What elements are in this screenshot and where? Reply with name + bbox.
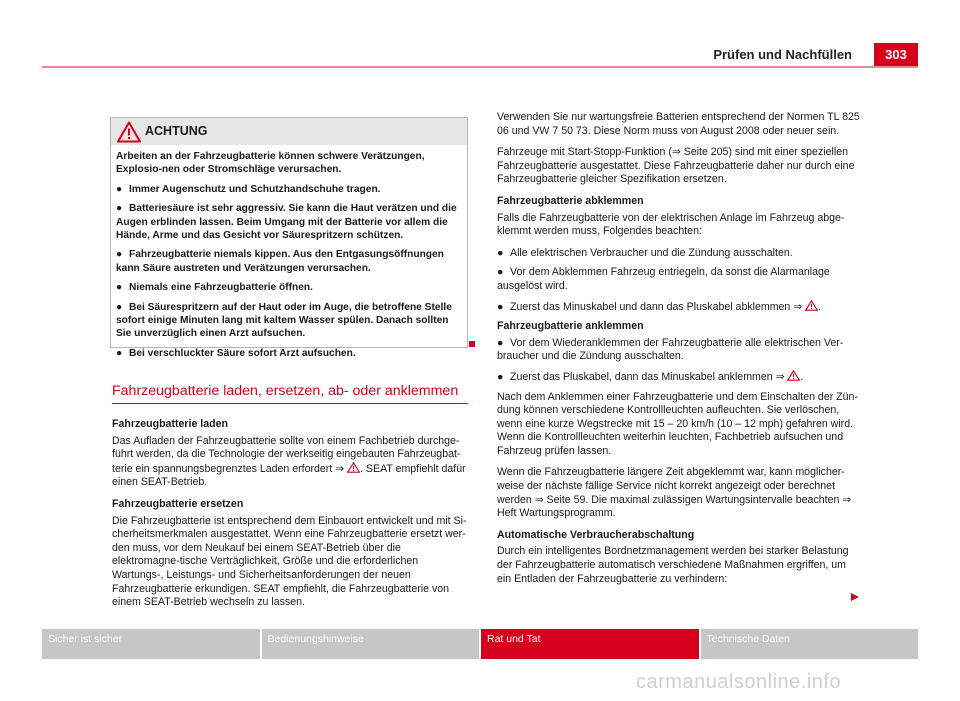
body-text-tail: . bbox=[818, 300, 822, 313]
warning-bullet-item bbox=[116, 183, 459, 196]
warning-intro bbox=[116, 150, 459, 177]
warning-bullet-item bbox=[116, 248, 459, 275]
body-text: Nach dem Anklemmen einer Fahrzeugbatterie und dem Einschalten der Zün-dung können verschiedene Kontrollleuchten aufleuchten. Sie verlöschen, wenn eine kurze Wegstrecke mit 15 – 20 km/h (10 – 12 mph) gefahren wird. Wenn die Kontrollleuchten weiterhin leuchten, Fachbetrieb aufsuchen und Fahrzeug prüfen lassen. bbox=[497, 390, 858, 457]
subheading: Fahrzeugbatterie abklemmen bbox=[497, 194, 644, 207]
footer-tab-bedienungshinweise[interactable]: Bedienungshinweise bbox=[262, 629, 480, 659]
bullet-icon: ● bbox=[497, 246, 504, 259]
warning-inline-icon[interactable] bbox=[347, 462, 360, 473]
bullet-icon: ● bbox=[497, 300, 504, 313]
warning-text: Bei verschluckter Säure sofort Arzt aufsuchen. bbox=[129, 347, 356, 359]
bullet-icon: ● bbox=[497, 336, 504, 349]
warning-text: Fahrzeugbatterie niemals kippen. Aus den Entgasungsöffnungen kann Säure austreten und Verätzungen verursachen. bbox=[116, 249, 444, 274]
list-item bbox=[497, 266, 862, 293]
warning-bullet-item bbox=[116, 202, 459, 242]
bullet-icon: ● bbox=[497, 370, 504, 383]
left-column-content bbox=[112, 418, 468, 610]
section-heading: Fahrzeugbatterie laden, ersetzen, ab- oder anklemmen bbox=[112, 382, 468, 404]
header-rule bbox=[42, 66, 918, 68]
section-end-marker bbox=[469, 341, 475, 347]
watermark: carmanualsonline.info bbox=[636, 671, 842, 693]
paragraph bbox=[497, 391, 862, 459]
warning-text: Arbeiten an der Fahrzeugbatterie können schwere Verätzungen, Explosio-nen oder Stromschläge verursachen. bbox=[116, 151, 425, 176]
subheading: Fahrzeugbatterie laden bbox=[112, 418, 228, 430]
list-item bbox=[497, 300, 862, 315]
warning-text: Batteriesäure ist sehr aggressiv. Sie kann die Haut verätzen und die Augen erblinden lassen. Beim Umgang mit der Batterie vor allem die Hände, Arme und das Gesicht vor Säurespritzern schützen. bbox=[116, 203, 457, 242]
bullet-icon: ● bbox=[116, 203, 123, 215]
warning-bullet-item bbox=[116, 281, 459, 294]
warning-title: ACHTUNG bbox=[145, 123, 208, 138]
bullet-icon: ● bbox=[497, 266, 504, 279]
warning-body bbox=[111, 145, 467, 360]
body-text: Fahrzeuge mit Start-Stopp-Funktion (⇒ Seite 205) sind mit einer speziellen Fahrzeugbatterie ausgestattet. Diese Fahrzeugbatterie daher nur durch eine Fahrzeugbatterie gleicher Spezifikation ersetzen. bbox=[497, 146, 855, 186]
bullet-icon: ● bbox=[116, 282, 123, 294]
continue-arrow-icon bbox=[850, 592, 860, 602]
paragraph bbox=[497, 212, 862, 239]
paragraph bbox=[497, 111, 862, 138]
warning-triangle-icon bbox=[117, 121, 141, 143]
body-text: Vor dem Abklemmen Fahrzeug entriegeln, da sonst die Alarmanlage ausgelöst wird. bbox=[497, 266, 830, 292]
warning-bullet-item bbox=[116, 301, 459, 341]
subheading: Automatische Verbraucherabschaltung bbox=[497, 528, 695, 541]
warning-inline-icon[interactable] bbox=[787, 370, 800, 381]
body-text: Die Fahrzeugbatterie ist entsprechend dem Einbauort entwickelt und mit Si-cherheitsmerkmalen ausgestattet. Wenn eine Fahrzeugbatterie ersetzt wer-den muss, vor dem Neukauf bei einem SEAT-Betrieb über die elektromagne-tische Verträglichkeit, Größe und die erforderlichen Wartungs-, Leistungs- und Sicherheitsanforderungen der neuen Fahrzeugbatterie erkundigen. SEAT empfiehlt, die Fahrzeugbatterie von einem SEAT-Betrieb wechseln zu lassen. bbox=[112, 514, 467, 609]
subheading: Fahrzeugbatterie anklemmen bbox=[497, 320, 644, 333]
body-text: Verwenden Sie nur wartungsfreie Batterien entsprechend der Normen TL 825 06 und VW 7 50 73. Diese Norm muss von August 2008 oder neuer sein. bbox=[497, 111, 860, 137]
left-column bbox=[112, 382, 468, 618]
paragraph bbox=[497, 545, 862, 586]
list-item bbox=[497, 337, 862, 364]
body-text: Durch ein intelligentes Bordnetzmanagement werden bei starker Belastung der Fahrzeugbatterie automatisch verschiedene Maßnahmen ergriffen, um ein Entladen der Fahrzeugbatterie zu verhindern: bbox=[497, 545, 849, 585]
body-text: Wenn die Fahrzeugbatterie längere Zeit abgeklemmt war, kann möglicher-weise der nächste fällige Service nicht korrekt angezeigt oder berechnet werden ⇒ Seite 59. Die maximal zulässigen Wartungsintervalle beachten ⇒ Heft Wartungsprogramm. bbox=[497, 466, 852, 520]
body-text: Falls die Fahrzeugbatterie von der elektrischen Anlage im Fahrzeug abge-klemmt werden muss, Folgendes beachten: bbox=[497, 211, 845, 238]
subheading: Fahrzeugbatterie ersetzen bbox=[112, 497, 244, 510]
bullet-icon: ● bbox=[116, 183, 123, 195]
warning-header bbox=[111, 117, 467, 145]
list-item bbox=[497, 370, 862, 385]
warning-bullet-item bbox=[116, 347, 459, 360]
paragraph bbox=[497, 466, 862, 520]
paragraph bbox=[112, 515, 468, 610]
page-header-title: Prüfen und Nachfüllen bbox=[713, 47, 852, 62]
warning-text: Immer Augenschutz und Schutzhandschuhe tragen. bbox=[129, 183, 381, 195]
body-text-tail: . SEAT empfiehlt dafür einen SEAT-Betrieb. bbox=[112, 462, 466, 489]
footer-tab-sicher-ist-sicher[interactable]: Sicher ist sicher bbox=[42, 629, 260, 659]
right-column bbox=[497, 111, 862, 594]
warning-text: Niemals eine Fahrzeugbatterie öffnen. bbox=[129, 282, 313, 294]
page-number: 303 bbox=[874, 43, 918, 67]
bullet-icon: ● bbox=[116, 347, 123, 359]
body-text: Das Aufladen der Fahrzeugbatterie sollte von einem Fachbetrieb durchge-führt werden, da die Technologie der werkseitig eingebauten Fahrzeugbat-terie ein spannungsbegrenztes Laden erfordert ⇒ bbox=[112, 434, 461, 475]
footer-nav bbox=[42, 629, 918, 659]
body-text: Vor dem Wiederanklemmen der Fahrzeugbatterie alle elektrischen Ver-braucher und die Zündung ausschalten. bbox=[497, 336, 844, 363]
right-column-content bbox=[497, 111, 862, 586]
footer-tab-technische-daten[interactable]: Technische Daten bbox=[701, 629, 919, 659]
footer-tab-rat-und-tat[interactable]: Rat und Tat bbox=[481, 629, 699, 659]
paragraph bbox=[112, 435, 468, 490]
body-text: Alle elektrischen Verbraucher und die Zündung ausschalten. bbox=[510, 246, 793, 259]
body-text-tail: . bbox=[800, 370, 804, 383]
body-text: Zuerst das Minuskabel und dann das Pluskabel abklemmen ⇒ bbox=[510, 300, 803, 313]
bullet-icon: ● bbox=[116, 249, 123, 261]
warning-inline-icon[interactable] bbox=[805, 300, 818, 311]
paragraph bbox=[497, 146, 862, 187]
warning-text: Bei Säurespritzern auf der Haut oder im Auge, die betroffene Stelle sofort einige Minuten lang mit kaltem Wasser spülen. Danach sollten Sie unverzüglich einen Arzt aufsuchen. bbox=[116, 301, 452, 340]
warning-box bbox=[110, 117, 468, 359]
list-item bbox=[497, 247, 862, 261]
body-text: Zuerst das Pluskabel, dann das Minuskabel anklemmen ⇒ bbox=[510, 370, 785, 383]
bullet-icon: ● bbox=[116, 301, 123, 313]
